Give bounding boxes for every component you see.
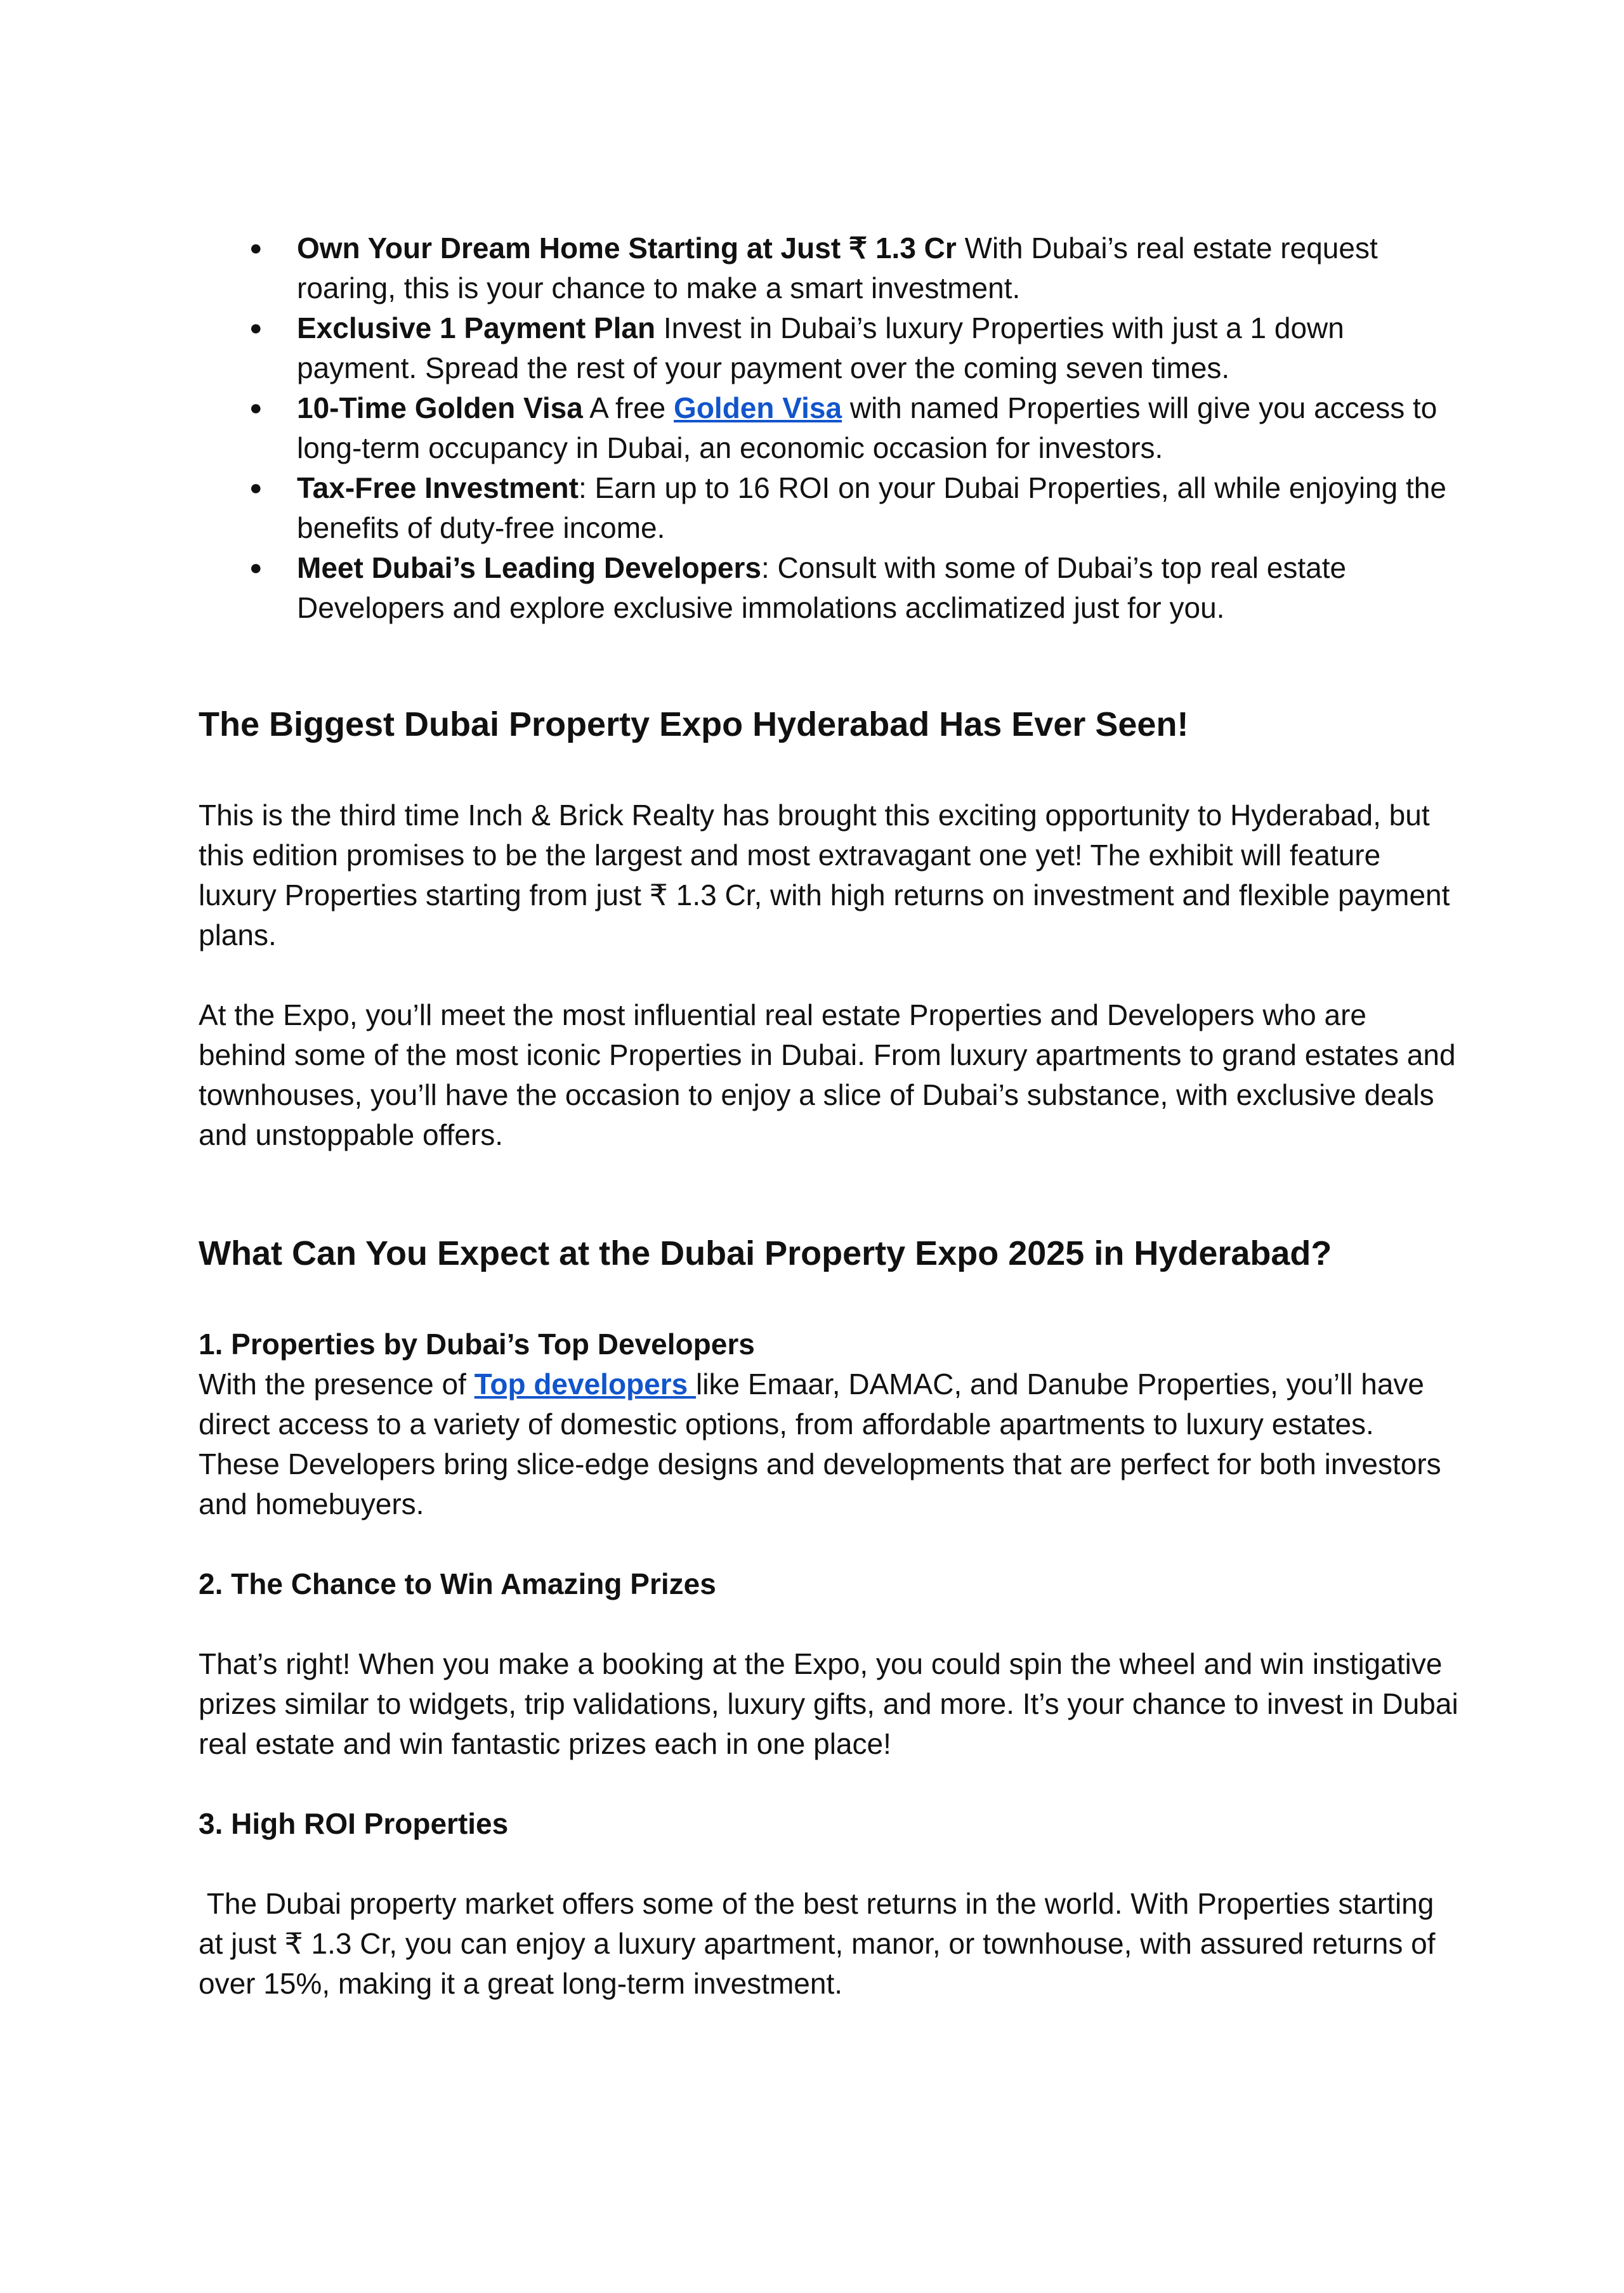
bullet-icon: ● [249,236,263,260]
list-item-bold: Exclusive 1 Payment Plan [297,311,656,344]
section-heading: The Biggest Dubai Property Expo Hyderabad Has Ever Seen! [199,705,1189,743]
paragraph-text: like Emaar, DAMAC, and Danube Properties, you’ll have direct access to a variety of domestic options, from affordable apartments to luxury estates. These Developers bring slice-edge designs and developments that are perfect for both investors and homebuyers. [199,1368,1441,1520]
list-item-text: : Consult with some of Dubai’s top real estate Developers and explore exclusive immolations acclimatized just for you. [297,551,1347,624]
section-heading: What Can You Expect at the Dubai Property Expo 2025 in Hyderabad? [199,1234,1332,1272]
bullet-icon: ● [249,556,263,580]
subheading: 3. High ROI Properties [199,1807,509,1840]
list-item-text: : Earn up to 16 ROI on your Dubai Properties, all while enjoying the benefits of duty-free income. [297,471,1446,544]
list-item [199,308,1461,388]
list-item-text-pre: A free [582,391,674,424]
list-item [199,388,1461,468]
list-item [199,468,1461,548]
paragraph: The Dubai property market offers some of the best returns in the world. With Properties starting at just ₹ 1.3 Cr, you can enjoy a luxury apartment, manor, or townhouse, with assured returns of over 15%, making it a great long-term investment. [199,1887,1444,2000]
bullet-icon: ● [249,396,263,420]
list-item-bold: Tax-Free Investment [297,471,579,504]
list-item-text: Invest in Dubai’s luxury Properties with just a 1 down payment. Spread the rest of your payment over the coming seven times. [297,311,1344,384]
list-item-bold: Own Your Dream Home Starting at Just ₹ 1.3 Cr [297,232,957,265]
list-item-text: With Dubai’s real estate request roaring, this is your chance to make a smart investment. [297,232,1378,304]
bullet-icon: ● [249,476,263,500]
list-item-bold: 10-Time Golden Visa [297,391,583,424]
paragraph: That’s right! When you make a booking at the Expo, you could spin the wheel and win instigative prizes similar to widgets, trip validations, luxury gifts, and more. It’s your chance to invest in Dubai real estate and win fantastic prizes each in one place! [199,1647,1458,1760]
document-content [199,228,1461,2004]
list-item [199,548,1461,628]
top-developers-link[interactable]: Top developers [474,1368,697,1401]
paragraph: At the Expo, you’ll meet the most influential real estate Properties and Developers who are behind some of the most iconic Properties in Dubai. From luxury apartments to grand estates and townhouses, you’ll have the occasion to enjoy a slice of Dubai’s substance, with exclusive deals and unstoppable offers. [199,998,1456,1151]
subheading: 1. Properties by Dubai’s Top Developers [199,1328,755,1361]
golden-visa-link[interactable]: Golden Visa [674,391,842,424]
subheading: 2. The Chance to Win Amazing Prizes [199,1567,716,1600]
paragraph-text-pre: With the presence of [199,1368,475,1401]
bullet-icon: ● [249,316,263,340]
paragraph [199,1364,1461,1524]
list-item [199,228,1461,308]
paragraph: This is the third time Inch & Brick Realty has brought this exciting opportunity to Hyderabad, but this edition promises to be the largest and most extravagant one yet! The exhibit will feature luxury Properties starting from just ₹ 1.3 Cr, with high returns on investment and flexible payment plans. [199,799,1450,951]
list-item-bold: Meet Dubai’s Leading Developers [297,551,761,584]
benefits-list [199,228,1461,628]
list-item-text: with named Properties will give you access to long-term occupancy in Dubai, an economic occasion for investors. [297,391,1437,464]
